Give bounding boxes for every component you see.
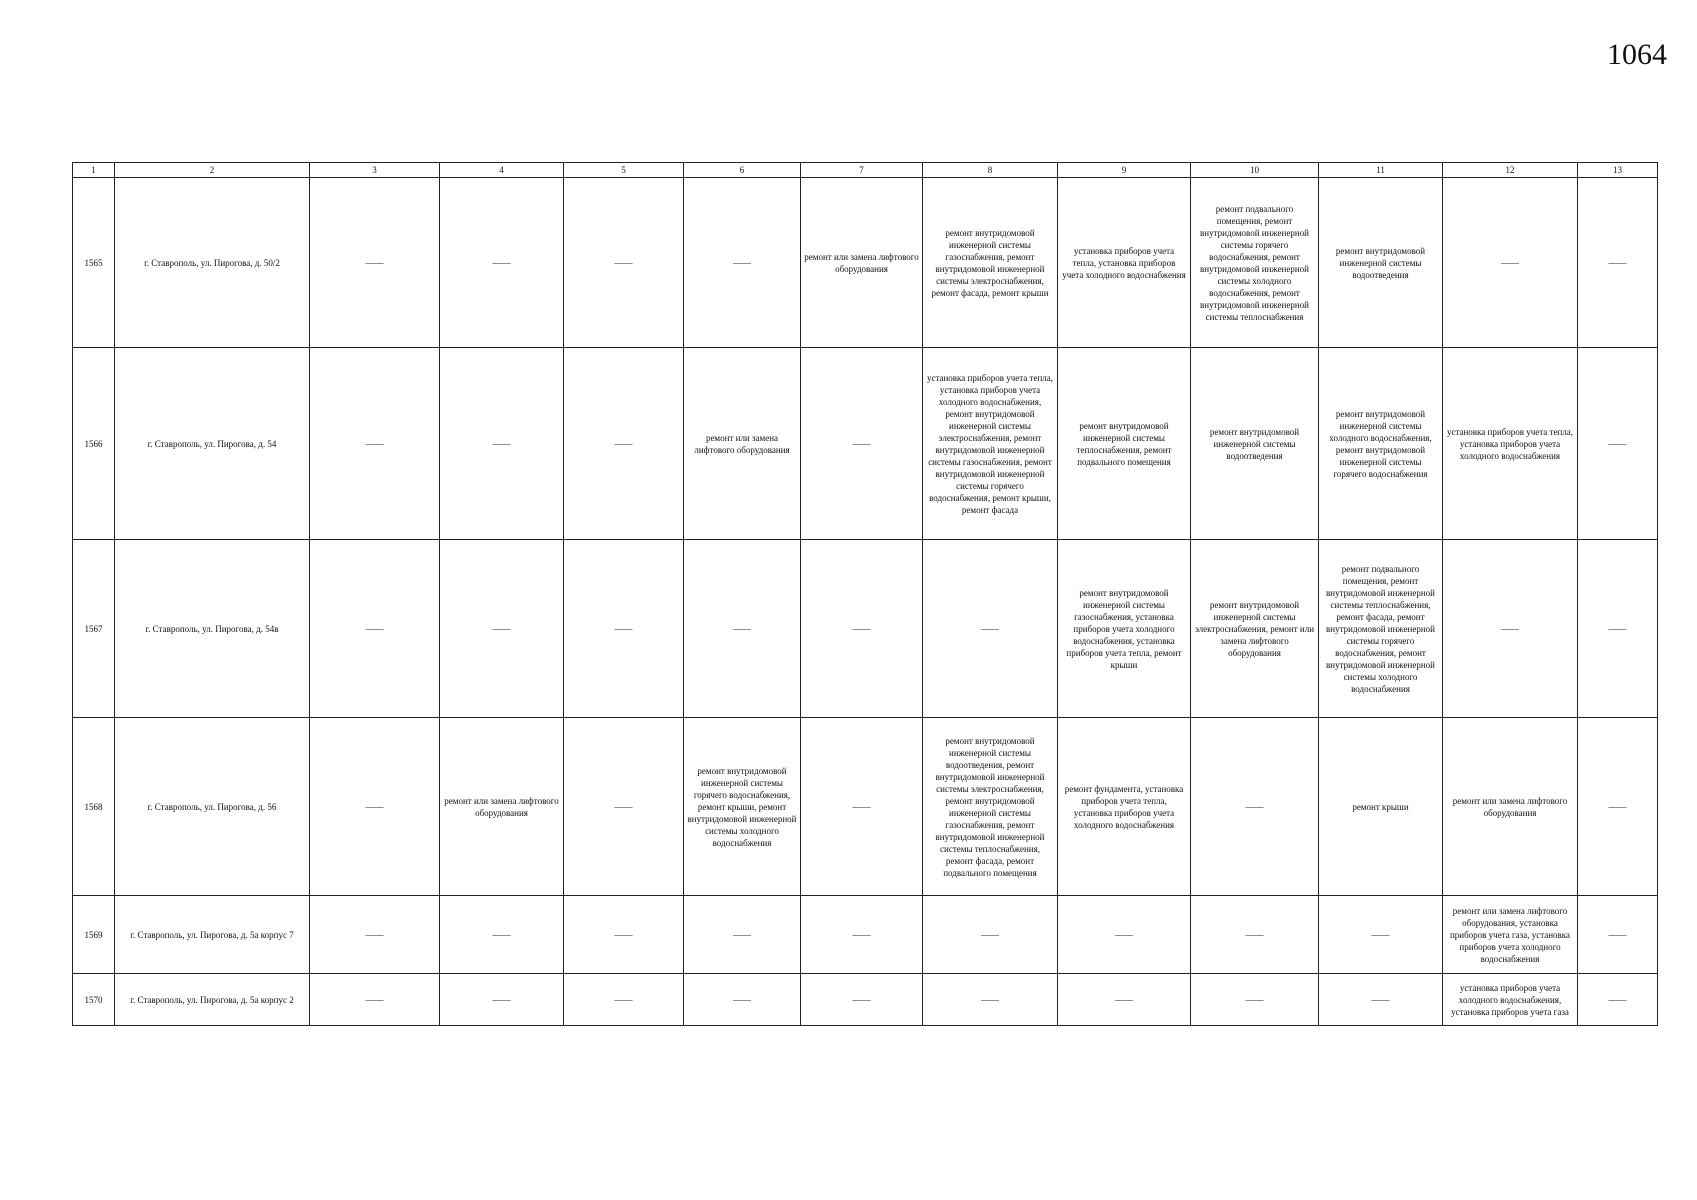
table-cell: ремонт или замена лифтового оборудования bbox=[801, 178, 923, 348]
table-cell: —— bbox=[923, 540, 1058, 718]
table-cell: ремонт крыши bbox=[1319, 718, 1443, 896]
table-cell: ремонт внутридомовой инженерной системы водоотведения bbox=[1319, 178, 1443, 348]
address-cell: г. Ставрополь, ул. Пирогова, д. 54 bbox=[115, 348, 310, 540]
table-cell: ремонт внутридомовой инженерной системы водоотведения, ремонт внутридомовой инженерной системы электроснабжения, ремонт внутридомовой инженерной системы газоснабжения, ремонт внутридомовой инженерной системы теплоснабжения, ремонт фасада, ремонт подвального помещения bbox=[923, 718, 1058, 896]
table-cell: —— bbox=[310, 178, 440, 348]
row-number: 1565 bbox=[73, 178, 115, 348]
table-cell: —— bbox=[923, 896, 1058, 974]
address-cell: г. Ставрополь, ул. Пирогова, д. 5а корпус 2 bbox=[115, 974, 310, 1026]
table-row bbox=[73, 974, 1658, 1026]
table-cell: —— bbox=[1058, 974, 1191, 1026]
column-header: 13 bbox=[1578, 163, 1658, 178]
table-cell: ремонт подвального помещения, ремонт внутридомовой инженерной системы теплоснабжения, ремонт фасада, ремонт внутридомовой инженерной системы горячего водоснабжения, ремонт внутридомовой инженерной системы холодного водоснабжения bbox=[1319, 540, 1443, 718]
table-cell: —— bbox=[564, 540, 684, 718]
row-number: 1567 bbox=[73, 540, 115, 718]
address-cell: г. Ставрополь, ул. Пирогова, д. 54в bbox=[115, 540, 310, 718]
table-cell: ремонт фундамента, установка приборов учета тепла, установка приборов учета холодного водоснабжения bbox=[1058, 718, 1191, 896]
column-header: 4 bbox=[440, 163, 564, 178]
table-cell: ремонт подвального помещения, ремонт внутридомовой инженерной системы горячего водоснабжения, ремонт внутридомовой инженерной системы холодного водоснабжения, ремонт внутридомовой инженерной системы теплоснабжения bbox=[1191, 178, 1319, 348]
column-header: 1 bbox=[73, 163, 115, 178]
page-number: 1064 bbox=[1607, 38, 1667, 71]
table-cell: установка приборов учета тепла, установка приборов учета холодного водоснабжения bbox=[1058, 178, 1191, 348]
column-header: 7 bbox=[801, 163, 923, 178]
column-header: 3 bbox=[310, 163, 440, 178]
header-row bbox=[73, 163, 1658, 178]
table-cell: ремонт внутридомовой инженерной системы горячего водоснабжения, ремонт крыши, ремонт внутридомовой инженерной системы холодного водоснабжения bbox=[684, 718, 801, 896]
table-cell: ремонт или замена лифтового оборудования, установка приборов учета газа, установка приборов учета холодного водоснабжения bbox=[1443, 896, 1578, 974]
table-cell: —— bbox=[1578, 974, 1658, 1026]
table-cell: ремонт внутридомовой инженерной системы теплоснабжения, ремонт подвального помещения bbox=[1058, 348, 1191, 540]
table-cell: ремонт внутридомовой инженерной системы газоснабжения, установка приборов учета холодного водоснабжения, установка приборов учета тепла, ремонт крыши bbox=[1058, 540, 1191, 718]
column-header: 2 bbox=[115, 163, 310, 178]
table-cell: —— bbox=[440, 348, 564, 540]
capital-repair-table bbox=[72, 162, 1658, 1026]
table-cell: установка приборов учета холодного водоснабжения, установка приборов учета газа bbox=[1443, 974, 1578, 1026]
table-cell: ремонт внутридомовой инженерной системы холодного водоснабжения, ремонт внутридомовой инженерной системы горячего водоснабжения bbox=[1319, 348, 1443, 540]
row-number: 1570 bbox=[73, 974, 115, 1026]
address-cell: г. Ставрополь, ул. Пирогова, д. 56 bbox=[115, 718, 310, 896]
table-cell: —— bbox=[1058, 896, 1191, 974]
address-cell: г. Ставрополь, ул. Пирогова, д. 50/2 bbox=[115, 178, 310, 348]
table-cell: —— bbox=[684, 178, 801, 348]
table-cell: —— bbox=[684, 974, 801, 1026]
table-row bbox=[73, 718, 1658, 896]
column-header: 5 bbox=[564, 163, 684, 178]
table-cell: —— bbox=[1191, 718, 1319, 896]
table-cell: —— bbox=[801, 348, 923, 540]
table-cell: ремонт внутридомовой инженерной системы водоотведения bbox=[1191, 348, 1319, 540]
table-cell: —— bbox=[310, 540, 440, 718]
table-cell: —— bbox=[1578, 540, 1658, 718]
table-cell: —— bbox=[564, 896, 684, 974]
table-cell: —— bbox=[684, 896, 801, 974]
table-cell: установка приборов учета тепла, установка приборов учета холодного водоснабжения, ремонт внутридомовой инженерной системы электроснабжения, ремонт внутридомовой инженерной системы газоснабжения, ремонт внутридомовой инженерной системы горячего водоснабжения, ремонт крыши, ремонт фасада bbox=[923, 348, 1058, 540]
table-cell: —— bbox=[1578, 896, 1658, 974]
column-header: 9 bbox=[1058, 163, 1191, 178]
table-cell: —— bbox=[564, 348, 684, 540]
table-cell: —— bbox=[684, 540, 801, 718]
table-cell: —— bbox=[1443, 178, 1578, 348]
table-cell: —— bbox=[310, 896, 440, 974]
table-cell: —— bbox=[310, 718, 440, 896]
table-cell: ремонт или замена лифтового оборудования bbox=[440, 718, 564, 896]
table-cell: —— bbox=[1578, 718, 1658, 896]
table-cell: —— bbox=[310, 974, 440, 1026]
table-cell: —— bbox=[1443, 540, 1578, 718]
column-header: 8 bbox=[923, 163, 1058, 178]
table-cell: —— bbox=[923, 974, 1058, 1026]
table-cell: ремонт или замена лифтового оборудования bbox=[684, 348, 801, 540]
table-cell: ремонт или замена лифтового оборудования bbox=[1443, 718, 1578, 896]
table-cell: —— bbox=[801, 974, 923, 1026]
table-cell: —— bbox=[310, 348, 440, 540]
column-header: 12 bbox=[1443, 163, 1578, 178]
table-cell: —— bbox=[801, 896, 923, 974]
table-cell: —— bbox=[1191, 896, 1319, 974]
table-cell: —— bbox=[801, 540, 923, 718]
table-row bbox=[73, 896, 1658, 974]
row-number: 1566 bbox=[73, 348, 115, 540]
column-header: 10 bbox=[1191, 163, 1319, 178]
table-cell: —— bbox=[1578, 178, 1658, 348]
table-cell: —— bbox=[440, 896, 564, 974]
column-header: 11 bbox=[1319, 163, 1443, 178]
table-row bbox=[73, 540, 1658, 718]
table-cell: —— bbox=[564, 974, 684, 1026]
table-cell: установка приборов учета тепла, установка приборов учета холодного водоснабжения bbox=[1443, 348, 1578, 540]
table-cell: ремонт внутридомовой инженерной системы электроснабжения, ремонт или замена лифтового оборудования bbox=[1191, 540, 1319, 718]
table-row bbox=[73, 348, 1658, 540]
row-number: 1568 bbox=[73, 718, 115, 896]
column-header: 6 bbox=[684, 163, 801, 178]
table-cell: ремонт внутридомовой инженерной системы газоснабжения, ремонт внутридомовой инженерной системы электроснабжения, ремонт фасада, ремонт крыши bbox=[923, 178, 1058, 348]
table-cell: —— bbox=[1578, 348, 1658, 540]
table-cell: —— bbox=[564, 718, 684, 896]
table-cell: —— bbox=[440, 178, 564, 348]
table-cell: —— bbox=[1319, 974, 1443, 1026]
table-cell: —— bbox=[801, 718, 923, 896]
table-cell: —— bbox=[440, 974, 564, 1026]
table-cell: —— bbox=[1191, 974, 1319, 1026]
table-cell: —— bbox=[564, 178, 684, 348]
table-cell: —— bbox=[1319, 896, 1443, 974]
table-cell: —— bbox=[440, 540, 564, 718]
address-cell: г. Ставрополь, ул. Пирогова, д. 5а корпус 7 bbox=[115, 896, 310, 974]
table-row bbox=[73, 178, 1658, 348]
row-number: 1569 bbox=[73, 896, 115, 974]
